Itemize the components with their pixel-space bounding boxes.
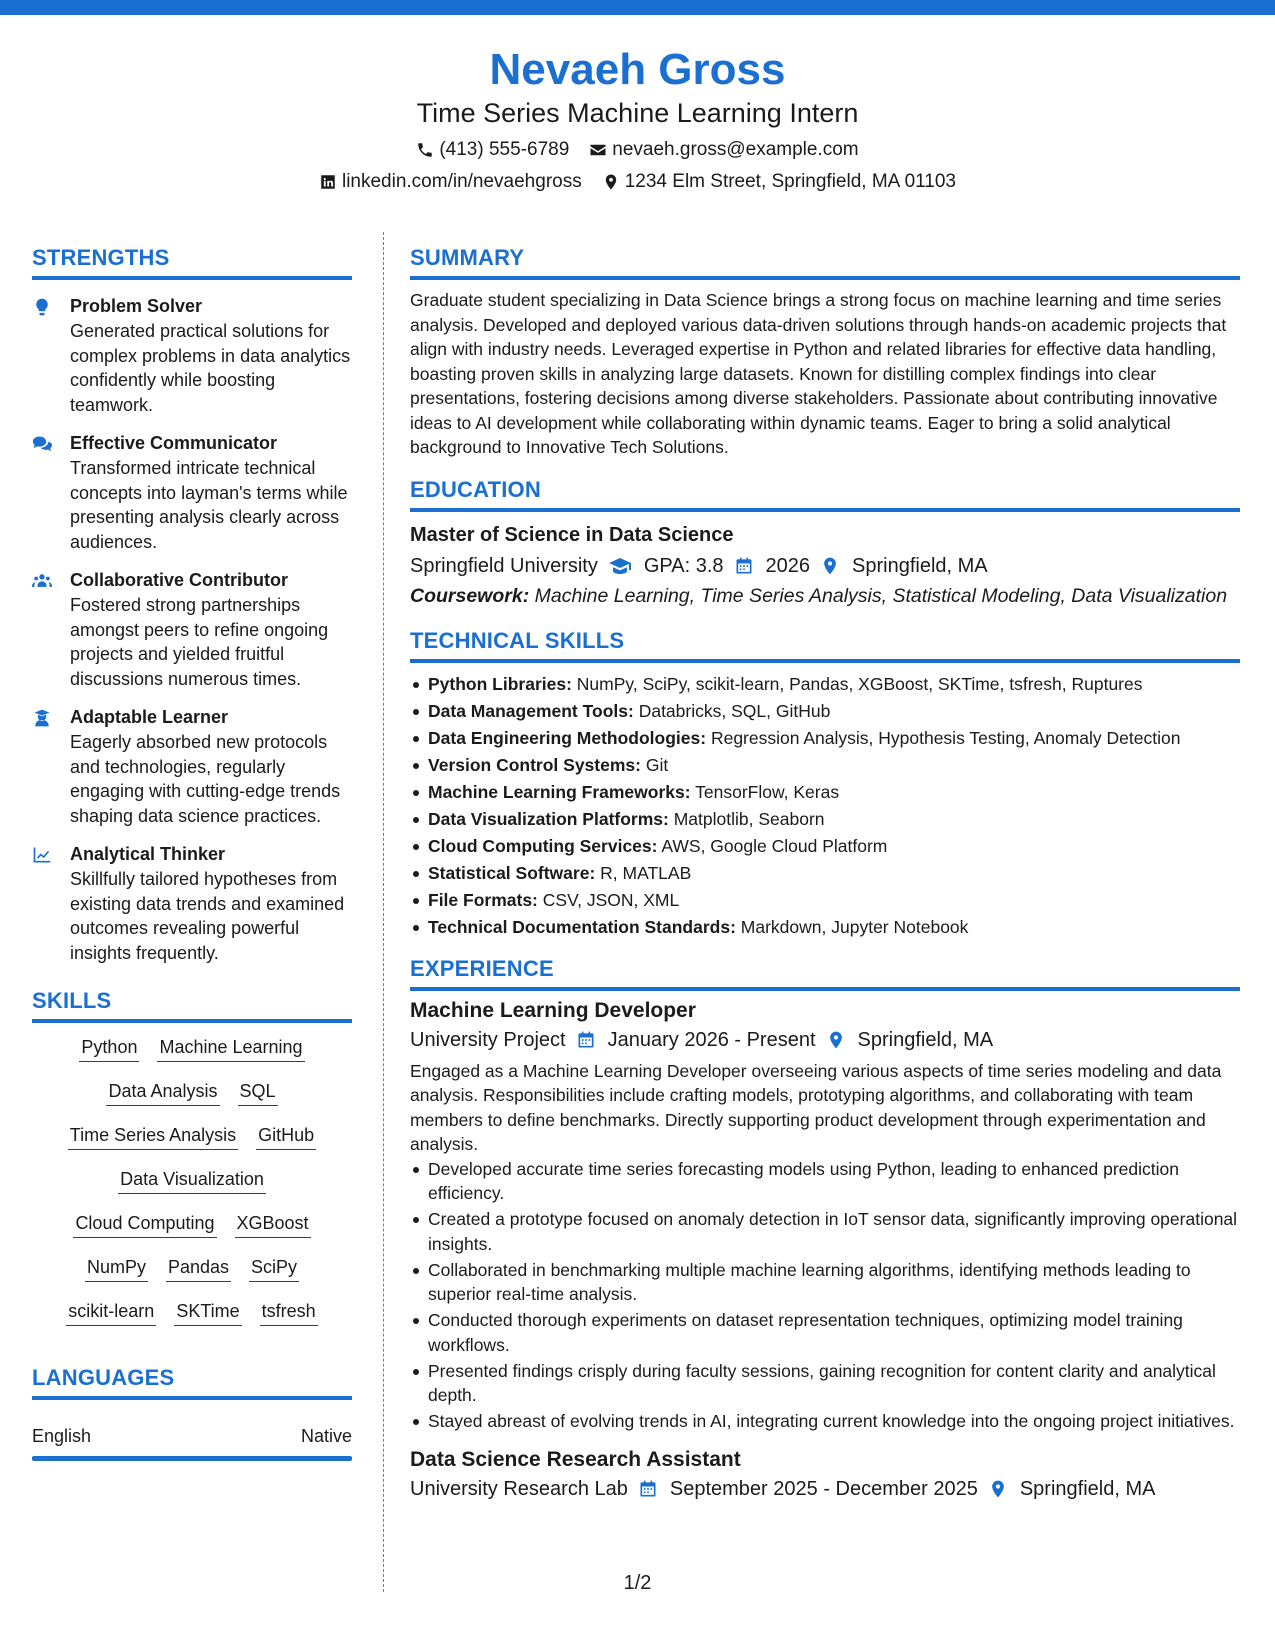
skill-tag: NumPy (85, 1255, 148, 1282)
strength-item (32, 294, 352, 417)
list-item (410, 887, 1240, 914)
comments-icon (32, 434, 52, 454)
job-title: Machine Learning Developer (410, 998, 696, 1022)
job-description: Engaged as a Machine Learning Developer overseeing various aspects of time series modeling and data analysis. Responsibilities include crafting models, prototyping algorithms, and collaborating with team members to define benchmarks. Directly supporting product development through experimentation and analysis. (410, 1060, 1222, 1154)
languages-rule (32, 1396, 352, 1400)
map-marker-icon (602, 173, 620, 191)
graduate-icon (32, 708, 52, 728)
skill-category: Machine Learning Frameworks: (428, 781, 691, 802)
job-dates (670, 1476, 1008, 1502)
technical-skills-rule (410, 659, 1240, 663)
language-level-bar (32, 1456, 352, 1461)
strength-title: Analytical Thinker (70, 844, 226, 864)
skill-tag: Cloud Computing (73, 1211, 216, 1238)
list-item (410, 671, 1240, 698)
job-location (858, 1027, 994, 1053)
skill-category: Version Control Systems: (428, 754, 641, 775)
strength-text: Fostered strong partnerships amongst peers to refine ongoing projects and yielded fruitful discussions numerous times. (70, 595, 329, 689)
org-text: University Research Lab (410, 1477, 628, 1500)
strengths-rule (32, 276, 352, 280)
skill-category: Technical Documentation Standards: (428, 916, 736, 937)
summary-rule (410, 276, 1240, 280)
candidate-name: Nevaeh Gross (489, 45, 786, 94)
skills-rule (32, 1019, 352, 1023)
skill-tag: Time Series Analysis (68, 1123, 238, 1150)
list-item: Conducted thorough experiments on dataset representation techniques, optimizing model training workflows. (410, 1308, 1240, 1357)
list-item: Stayed abreast of evolving trends in AI, integrating current knowledge into the ongoing project initiatives. (410, 1409, 1240, 1434)
strength-item (32, 431, 352, 554)
skill-category: Data Management Tools: (428, 700, 634, 721)
summary-section (410, 244, 1240, 460)
coursework-label: Coursework: (410, 584, 530, 607)
degree-title: Master of Science in Data Science (410, 523, 734, 546)
calendar-icon (638, 1479, 658, 1499)
summary-heading: SUMMARY (410, 245, 525, 270)
school-location (852, 553, 988, 579)
candidate-title: Time Series Machine Learning Intern (416, 98, 859, 128)
strength-item (32, 568, 352, 691)
strength-title: Effective Communicator (70, 433, 278, 453)
skill-values: Databricks, SQL, GitHub (638, 700, 831, 721)
languages-heading: LANGUAGES (32, 1365, 175, 1390)
address-contact (602, 170, 956, 194)
strength-text: Eagerly absorbed new protocols and technologies, regularly engaging with cutting-edge trends shaping data science practices. (70, 732, 341, 826)
dates-text: September 2025 - December 2025 (669, 1477, 978, 1500)
technical-skills-list (410, 671, 1240, 941)
skill-category: Python Libraries: (428, 673, 572, 694)
email-contact[interactable] (589, 138, 858, 162)
list-item (410, 752, 1240, 779)
education-rule (410, 508, 1240, 512)
skills-section (32, 987, 352, 1326)
skill-tag: SQL (238, 1079, 278, 1106)
calendar-icon (734, 556, 754, 576)
job-title: Data Science Research Assistant (410, 1447, 741, 1471)
skill-tag: Data Visualization (118, 1167, 266, 1194)
job-org (410, 1027, 596, 1053)
languages-section (32, 1364, 352, 1461)
graduation-year (766, 553, 841, 579)
location-text: Springfield, MA (852, 554, 988, 577)
list-item (410, 725, 1240, 752)
map-marker-icon (820, 556, 840, 576)
list-item: Developed accurate time series forecasting models using Python, leading to enhanced prediction efficiency. (410, 1157, 1240, 1206)
address-text: 1234 Elm Street, Springfield, MA 01103 (624, 171, 957, 192)
phone-icon (416, 141, 434, 159)
skill-tag: SciPy (249, 1255, 299, 1282)
job-entry (410, 1446, 1240, 1502)
job-location (1020, 1476, 1156, 1502)
list-item (410, 914, 1240, 941)
lightbulb-icon (32, 297, 52, 317)
map-marker-icon (826, 1030, 846, 1050)
strength-text: Skillfully tailored hypotheses from existing data trends and examined outcomes revealing powerful insights frequently. (70, 869, 345, 963)
list-item (410, 806, 1240, 833)
dates-text: January 2026 - Present (607, 1028, 816, 1051)
job-org (410, 1476, 658, 1502)
language-name: English (32, 1426, 92, 1446)
skill-values: Regression Analysis, Hypothesis Testing, Anomaly Detection (710, 727, 1181, 748)
education-section (410, 476, 1240, 609)
top-accent-bar (0, 0, 1275, 15)
strength-title: Problem Solver (70, 296, 203, 316)
right-column (410, 244, 1240, 1502)
strength-text: Transformed intricate technical concepts into layman's terms while presenting analysis clearly across audiences. (70, 458, 348, 552)
skill-tag: Python (79, 1035, 139, 1062)
linkedin-text: linkedin.com/in/nevaehgross (341, 171, 582, 192)
skill-category: Data Visualization Platforms: (428, 808, 669, 829)
gpa-text: GPA: 3.8 (643, 554, 724, 577)
job-bullets (410, 1157, 1240, 1434)
strength-item (32, 705, 352, 828)
skills-list (32, 1035, 352, 1326)
list-item: Collaborated in benchmarking multiple machine learning algorithms, identifying methods leading to superior real-time analysis. (410, 1258, 1240, 1307)
org-text: University Project (410, 1028, 566, 1051)
school-name (410, 553, 632, 579)
resume-header (0, 44, 1275, 194)
skill-tag: Machine Learning (157, 1035, 304, 1062)
list-item (410, 833, 1240, 860)
experience-rule (410, 987, 1240, 991)
skill-values: AWS, Google Cloud Platform (661, 835, 888, 856)
language-level: Native (300, 1426, 352, 1446)
strength-title: Adaptable Learner (70, 707, 229, 727)
skill-values: NumPy, SciPy, scikit-learn, Pandas, XGBoost, SKTime, tsfresh, Ruptures (576, 673, 1143, 694)
coursework-text: Machine Learning, Time Series Analysis, Statistical Modeling, Data Visualization (534, 584, 1228, 607)
skill-tag: tsfresh (260, 1299, 318, 1326)
calendar-icon (576, 1030, 596, 1050)
year-text: 2026 (765, 554, 811, 577)
skill-tag: SKTime (174, 1299, 241, 1326)
skill-values: R, MATLAB (600, 862, 692, 883)
skill-category: Cloud Computing Services: (428, 835, 658, 856)
skill-values: TensorFlow, Keras (695, 781, 840, 802)
location-text: Springfield, MA (1019, 1477, 1156, 1500)
contact-row-2 (0, 170, 1275, 194)
gpa (644, 553, 754, 579)
experience-section (410, 955, 1240, 1502)
skill-tag: scikit-learn (66, 1299, 156, 1326)
skill-values: Markdown, Jupyter Notebook (740, 916, 969, 937)
strength-item (32, 842, 352, 965)
skill-values: Matplotlib, Seaborn (673, 808, 825, 829)
education-meta (410, 553, 1240, 579)
skill-values: Git (645, 754, 669, 775)
school-text: Springfield University (410, 554, 598, 577)
technical-skills-heading: TECHNICAL SKILLS (410, 627, 625, 653)
skill-tag: XGBoost (235, 1211, 311, 1238)
summary-text: Graduate student specializing in Data Science brings a strong focus on machine learning and time series analysis. Developed and deployed various data-driven solutions through hands-on academic projects that align with industry needs. Leveraged expertise in Python and related libraries for effective data handling, boasting proven skills in analyzing large datasets. Known for distilling complex findings into clear presentations, fostering decisions among diverse stakeholders. Passionate about contributing innovative ideas to AI development while collaborating within dynamic teams. Eager to bring a solid analytical background to Innovative Tech Solutions. (410, 290, 1227, 457)
location-text: Springfield, MA (857, 1028, 994, 1051)
list-item (410, 779, 1240, 806)
list-item (410, 860, 1240, 887)
skills-heading: SKILLS (32, 988, 112, 1013)
list-item: Created a prototype focused on anomaly detection in IoT sensor data, significantly improving operational insights. (410, 1207, 1240, 1256)
email-text: nevaeh.gross@example.com (612, 139, 859, 160)
contact-row-1 (0, 138, 1275, 162)
skill-tag: Pandas (166, 1255, 231, 1282)
education-heading: EDUCATION (410, 476, 541, 502)
phone-contact[interactable] (416, 138, 569, 162)
skill-values: CSV, JSON, XML (542, 889, 680, 910)
envelope-icon (589, 141, 607, 159)
skill-category: File Formats: (428, 889, 538, 910)
map-marker-icon (988, 1479, 1008, 1499)
skill-category: Statistical Software: (428, 862, 596, 883)
job-meta (410, 1027, 1240, 1053)
language-row (32, 1424, 352, 1448)
linkedin-contact[interactable] (319, 170, 582, 194)
page-number: 1/2 (623, 1572, 652, 1594)
coursework (410, 584, 1240, 609)
strengths-heading: STRENGTHS (32, 245, 170, 270)
linkedin-icon (319, 173, 337, 191)
graduation-cap-icon (608, 554, 632, 578)
left-column (32, 244, 352, 1461)
job-dates (608, 1027, 846, 1053)
list-item (410, 698, 1240, 725)
column-divider (383, 232, 384, 1592)
strength-title: Collaborative Contributor (70, 570, 289, 590)
technical-skills-section (410, 627, 1240, 941)
job-entry (410, 997, 1240, 1434)
skill-tag: Data Analysis (106, 1079, 219, 1106)
job-meta (410, 1476, 1240, 1502)
phone-text: (413) 555-6789 (439, 139, 570, 160)
users-icon (32, 571, 52, 591)
skill-tag: GitHub (256, 1123, 316, 1150)
strength-text: Generated practical solutions for complex problems in data analytics confidently while boosting teamwork. (70, 321, 351, 415)
chart-line-icon (32, 845, 52, 865)
skill-category: Data Engineering Methodologies: (428, 727, 707, 748)
strengths-section (32, 244, 352, 965)
list-item: Presented findings crisply during faculty sessions, gaining recognition for content clarity and analytical depth. (410, 1359, 1240, 1408)
experience-heading: EXPERIENCE (410, 955, 554, 981)
